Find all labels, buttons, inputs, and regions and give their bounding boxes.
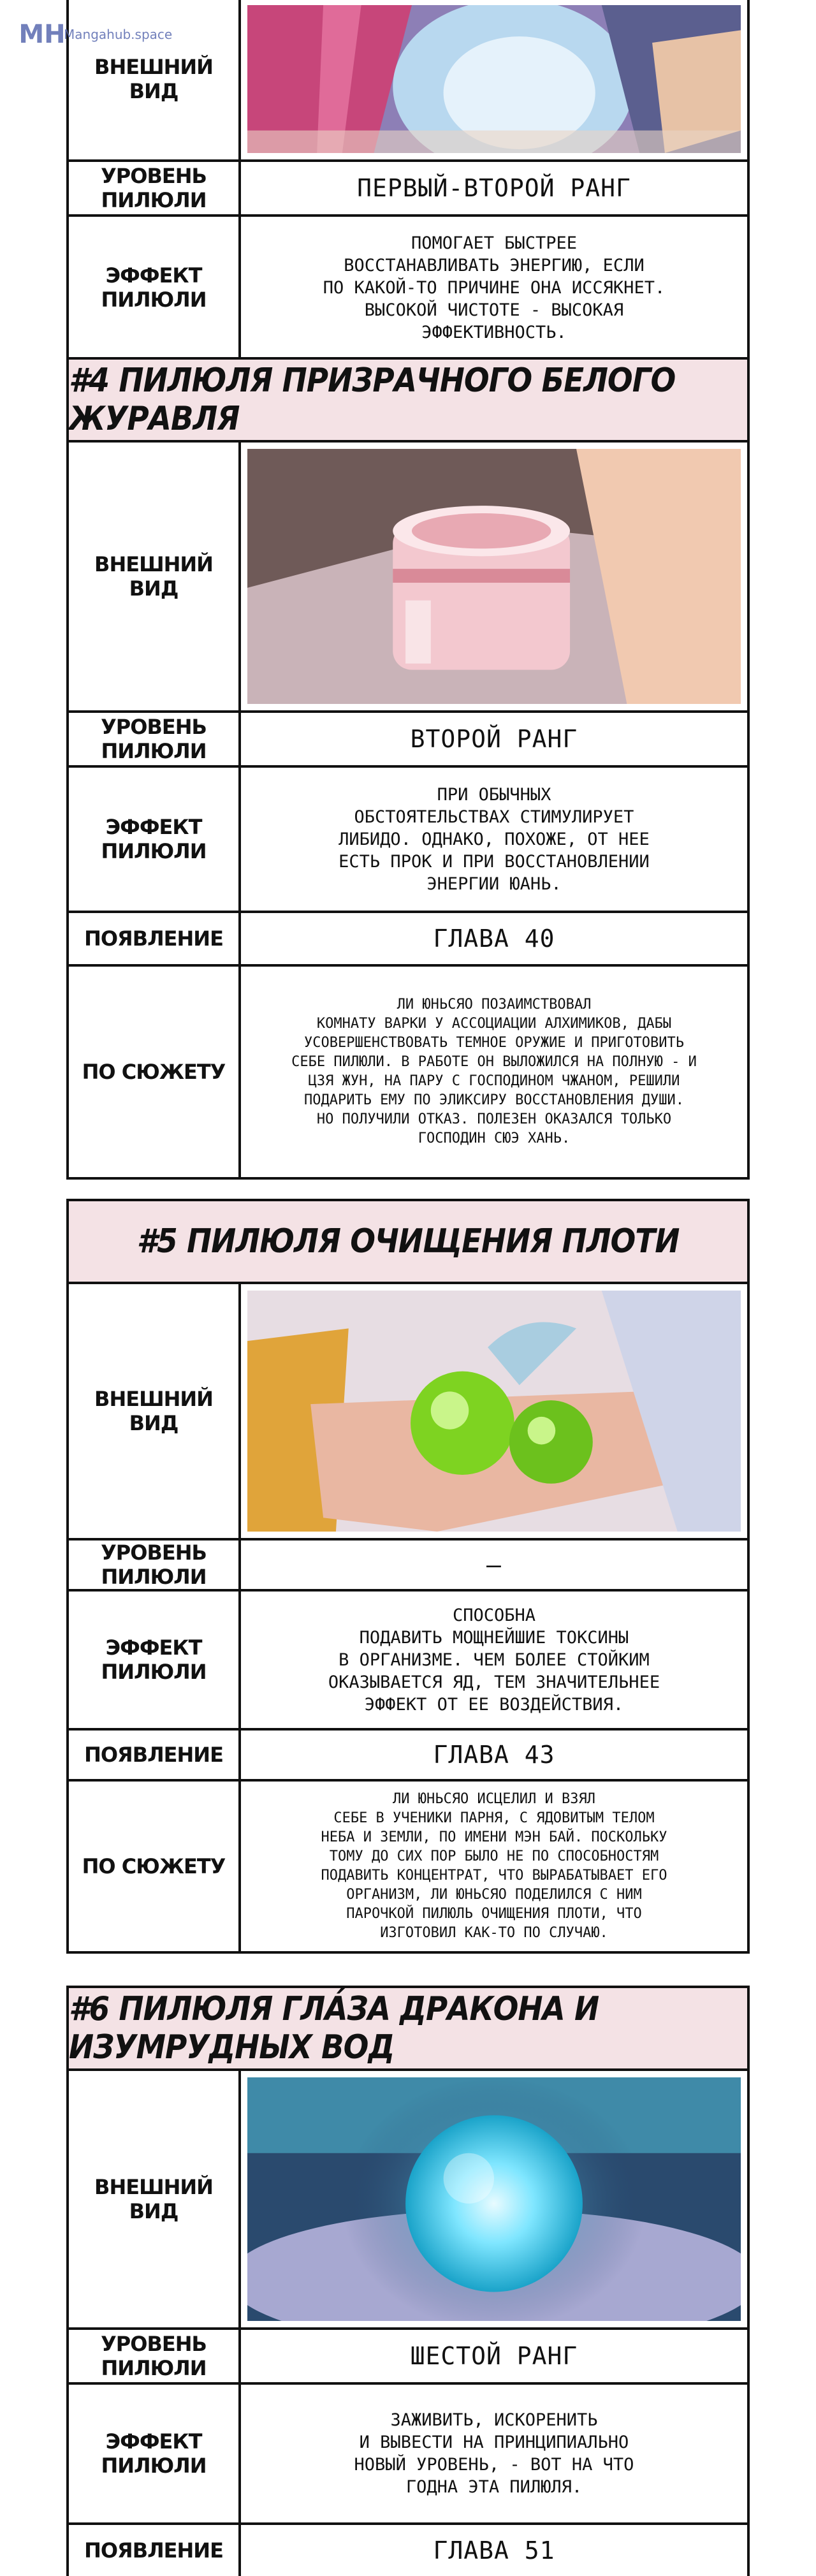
- pill-4-chapter: ГЛАВА 40: [433, 925, 555, 953]
- watermark-logo: MH: [18, 20, 66, 49]
- pill-5-effect: СПОСОБНА ПОДАВИТЬ МОЩНЕЙШИЕ ТОКСИНЫ В ОРГАНИЗМЕ. ЧЕМ БОЛЕЕ СТОЙКИМ ОКАЗЫВАЕТСЯ ЯД, ТЕМ ЗНАЧИТЕЛЬНЕЕ ЭФФЕКТ ОТ ЕЕ ВОЗДЕЙСТВИЯ.: [328, 1605, 660, 1715]
- watermark: [18, 18, 173, 51]
- plot-label: ПО СЮЖЕТУ: [69, 1782, 241, 1951]
- level-label: УРОВЕНЬ ПИЛЮЛИ: [69, 2330, 241, 2382]
- pill-6-effect: ЗАЖИВИТЬ, ИСКОРЕНИТЬ И ВЫВЕСТИ НА ПРИНЦИПИАЛЬНО НОВЫЙ УРОВЕНЬ, - ВОТ НА ЧТО ГОДНА ЭТА ПИЛЮЛЯ.: [354, 2410, 634, 2497]
- level-label: УРОВЕНЬ ПИЛЮЛИ: [69, 162, 241, 214]
- pill-5-plot: ЛИ ЮНЬСЯО ИСЦЕЛИЛ И ВЗЯЛ СЕБЕ В УЧЕНИКИ ПАРНЯ, С ЯДОВИТЫМ ТЕЛОМ НЕБА И ЗЕМЛИ, ПО ИМЕНИ МЭН БАЙ. ПОСКОЛЬКУ ТОМУ ДО СИХ ПОР БЫЛО НЕ ПО СПОСОБНОСТЯМ ПОДАВИТЬ КОНЦЕНТРАТ, ЧТО ВЫРАБАТЫВАЕТ ЕГО ОРГАНИЗМ, ЛИ ЮНЬСЯО ПОДЕЛИЛСЯ С НИМ ПАРОЧКОЙ ПИЛЮЛЬ ОЧИЩЕНИЯ ПЛОТИ, ЧТО ИЗГОТОВИЛ КАК-ТО ПО СЛУЧАЮ.: [321, 1791, 667, 1941]
- level-row: [69, 2330, 747, 2385]
- effect-label: ЭФФЕКТ ПИЛЮЛИ: [69, 1592, 241, 1728]
- level-row: [69, 1540, 747, 1592]
- pill-3-effect: ПОМОГАЕТ БЫСТРЕЕ ВОССТАНАВЛИВАТЬ ЭНЕРГИЮ, ЕСЛИ ПО КАКОЙ-ТО ПРИЧИНЕ ОНА ИССЯКНЕТ. ВЫСОКОЙ ЧИСТОТЕ - ВЫСОКАЯ ЭФФЕКТИВНОСТЬ.: [323, 233, 666, 342]
- appearance-image-cell: [241, 2071, 747, 2327]
- plot-row: [69, 967, 747, 1177]
- level-row: [69, 713, 747, 768]
- pill-4-illustration: [247, 449, 741, 704]
- appearance-label: ВНЕШНИЙ ВИД: [69, 2071, 241, 2327]
- appearance-row: [69, 443, 747, 713]
- chapter-row: [69, 913, 747, 967]
- level-label: УРОВЕНЬ ПИЛЮЛИ: [69, 713, 241, 765]
- appearance-row: [69, 2071, 747, 2330]
- level-label: УРОВЕНЬ ПИЛЮЛИ: [69, 1540, 241, 1589]
- pill-5-chapter: ГЛАВА 43: [433, 1741, 555, 1769]
- pill-5-table: [66, 1199, 750, 1954]
- pill-6-table: [66, 1986, 750, 2576]
- pill-4-level: ВТОРОЙ РАНГ: [410, 725, 578, 753]
- pill-6-chapter: ГЛАВА 51: [433, 2536, 555, 2565]
- pill-6-title: #6 ПИЛЮЛЯ ГЛА́ЗА ДРАКОНА И ИЗУМРУДНЫХ ВОД: [69, 1988, 747, 2071]
- effect-row: [69, 1592, 747, 1731]
- effect-label: ЭФФЕКТ ПИЛЮЛИ: [69, 217, 241, 358]
- appearance-image-cell: [241, 1284, 747, 1538]
- pill-6-level: ШЕСТОЙ РАНГ: [410, 2342, 578, 2370]
- appearance-row: [69, 1284, 747, 1540]
- effect-row: [69, 768, 747, 913]
- appearance-label: ВНЕШНИЙ ВИД: [69, 0, 241, 159]
- pill-5-title: #5 ПИЛЮЛЯ ОЧИЩЕНИЯ ПЛОТИ: [69, 1201, 747, 1284]
- appearance-label: ВНЕШНИЙ ВИД: [69, 443, 241, 710]
- pill-4-effect: ПРИ ОБЫЧНЫХ ОБСТОЯТЕЛЬСТВАХ СТИМУЛИРУЕТ ЛИБИДО. ОДНАКО, ПОХОЖЕ, ОТ НЕЕ ЕСТЬ ПРОК И ПРИ ВОССТАНОВЛЕНИИ ЭНЕРГИИ ЮАНЬ.: [339, 784, 650, 894]
- pill-4-title: #4 ПИЛЮЛЯ ПРИЗРАЧНОГО БЕЛОГО ЖУРАВЛЯ: [69, 360, 747, 443]
- pill-3-table: [66, 0, 750, 361]
- watermark-text: Mangahub.space: [64, 27, 173, 42]
- chapter-row: [69, 2525, 747, 2576]
- pill-4-table: [66, 357, 750, 1180]
- pill-6-illustration: [247, 2077, 741, 2321]
- effect-label: ЭФФЕКТ ПИЛЮЛИ: [69, 2385, 241, 2522]
- level-row: [69, 162, 747, 217]
- effect-label: ЭФФЕКТ ПИЛЮЛИ: [69, 768, 241, 911]
- effect-row: [69, 2385, 747, 2525]
- chapter-label: ПОЯВЛЕНИЕ: [69, 1731, 241, 1779]
- appearance-image-cell: [241, 443, 747, 710]
- appearance-label: ВНЕШНИЙ ВИД: [69, 1284, 241, 1538]
- chapter-label: ПОЯВЛЕНИЕ: [69, 2525, 241, 2576]
- pill-3-level: ПЕРВЫЙ-ВТОРОЙ РАНГ: [357, 174, 631, 202]
- appearance-image-cell: [241, 0, 747, 159]
- pill-5-illustration: [247, 1291, 741, 1532]
- chapter-row: [69, 1731, 747, 1782]
- plot-row: [69, 1782, 747, 1951]
- plot-label: ПО СЮЖЕТУ: [69, 967, 241, 1177]
- chapter-label: ПОЯВЛЕНИЕ: [69, 913, 241, 964]
- pill-4-plot: ЛИ ЮНЬСЯО ПОЗАИМСТВОВАЛ КОМНАТУ ВАРКИ У АССОЦИАЦИИ АЛХИМИКОВ, ДАБЫ УСОВЕРШЕНСТВОВАТЬ ТЕМНОЕ ОРУЖИЕ И ПРИГОТОВИТЬ СЕБЕ ПИЛЮЛИ. В РАБОТЕ ОН ВЫЛОЖИЛСЯ НА ПОЛНУЮ - И ЦЗЯ ЖУН, НА ПАРУ С ГОСПОДИНОМ ЧЖАНОМ, РЕШИЛИ ПОДАРИТЬ ЕМУ ПО ЭЛИКСИРУ ВОССТАНОВЛЕНИЯ ДУШИ. НО ПОЛУЧИЛИ ОТКАЗ. ПОЛЕЗЕН ОКАЗАЛСЯ ТОЛЬКО ГОСПОДИН СЮЭ ХАНЬ.: [291, 997, 697, 1146]
- effect-row: [69, 217, 747, 358]
- pill-5-level: —: [486, 1551, 502, 1579]
- pill-3-illustration: [247, 5, 741, 153]
